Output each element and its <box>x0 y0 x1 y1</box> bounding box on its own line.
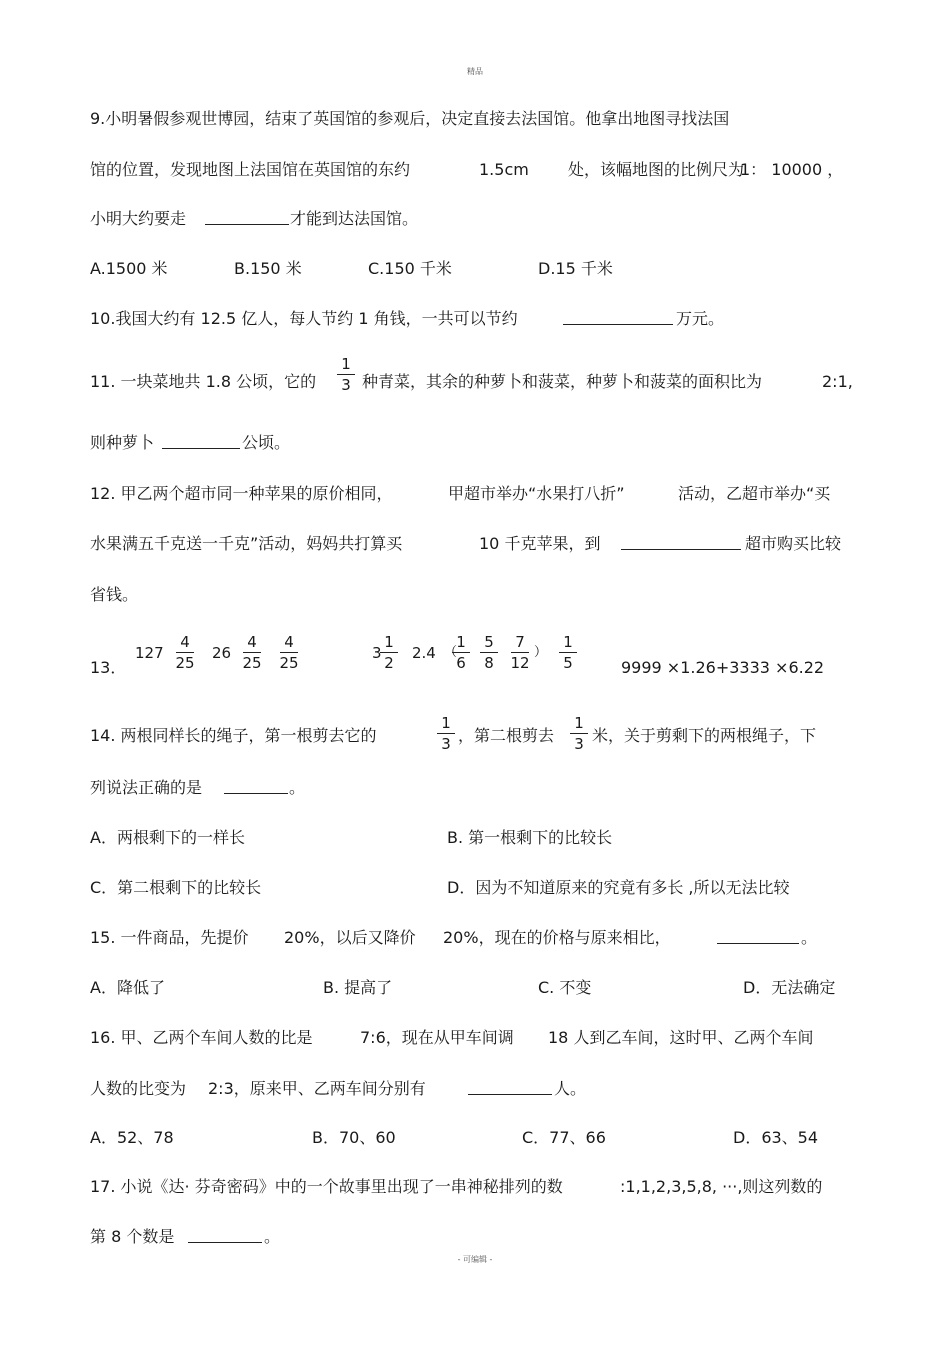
fraction-bar <box>570 733 588 734</box>
q13-fraction-7 <box>508 633 532 672</box>
q13-fraction-4 <box>377 633 401 672</box>
denominator: 8 <box>484 654 494 672</box>
q13-expr3: 9999 ×1.26+3333 ×6.22 <box>621 658 825 677</box>
q16-answer-blank[interactable] <box>468 1078 552 1101</box>
numerator: 4 <box>247 633 257 651</box>
q16-option-c[interactable]: C．77、66 <box>522 1128 606 1147</box>
q14-text-a: 14. 两根同样长的绳子，第一根剪去它的 <box>90 726 377 745</box>
q12-line1-a: 12. 甲乙两个超市同一种苹果的原价相同， <box>90 484 393 503</box>
q15-text-a: 15. 一件商品，先提价 <box>90 928 249 947</box>
q16-option-d[interactable]: D．63、54 <box>733 1128 819 1147</box>
q14-text-c: 米，关于剪剩下的两根绳子，下 <box>592 726 817 745</box>
q14-text-b: ，第二根剪去 <box>458 726 555 745</box>
denominator: 12 <box>510 654 530 672</box>
q13-expr1-b: 26 <box>212 644 232 662</box>
q13-fraction-6 <box>477 633 501 672</box>
denominator: 6 <box>456 654 466 672</box>
q13-fraction-5 <box>449 633 473 672</box>
q11-text-b: 种青菜，其余的种萝卜和菠菜，种萝卜和菠菜的面积比为 <box>362 372 763 391</box>
numerator: 4 <box>180 633 190 651</box>
denominator: 3 <box>441 735 451 753</box>
numerator: 5 <box>484 633 494 651</box>
q11-text-c: 2:1, <box>822 372 853 391</box>
numerator: 4 <box>284 633 294 651</box>
q11-fraction-denominator: 3 <box>341 376 351 394</box>
numerator: 1 <box>384 633 394 651</box>
q13-expr2-b: 2.4 <box>412 644 436 662</box>
q15-option-c[interactable]: C. 不变 <box>538 978 592 997</box>
q16-text-b: 7:6，现在从甲车间调 <box>360 1028 514 1047</box>
q16-line2-c: 人。 <box>554 1079 587 1098</box>
fraction-bar <box>243 652 261 653</box>
denominator: 5 <box>563 654 573 672</box>
denominator: 3 <box>574 735 584 753</box>
q11-line2-a: 则种萝卜 <box>90 433 155 452</box>
q11-fraction <box>334 355 358 394</box>
q16-option-b[interactable]: B．70、60 <box>312 1128 396 1147</box>
q15-text-c: 20%，现在的价格与原来相比， <box>443 928 671 947</box>
q11-fraction-numerator: 1 <box>341 355 351 373</box>
q13-expr1-a: 127 <box>135 644 164 662</box>
q16-text-c: 18 人到乙车间，这时甲、乙两个车间 <box>548 1028 814 1047</box>
q15-option-a[interactable]: A．降低了 <box>90 978 165 997</box>
denominator: 25 <box>242 654 262 672</box>
fraction-bar <box>511 652 529 653</box>
q16-option-a[interactable]: A．52、78 <box>90 1128 174 1147</box>
q17-line2-a: 第 8 个数是 <box>90 1227 175 1246</box>
q14-answer-blank[interactable] <box>224 777 288 800</box>
q9-option-d[interactable]: D.15 千米 <box>538 259 613 278</box>
q15-option-d[interactable]: D．无法确定 <box>743 978 836 997</box>
q14-fraction-2 <box>567 714 591 753</box>
q13-fraction-3 <box>277 633 301 672</box>
q14-option-b[interactable]: B. 第一根剩下的比较长 <box>447 828 613 847</box>
q14-fraction-1 <box>434 714 458 753</box>
q17-line2-b: 。 <box>264 1227 281 1246</box>
denominator: 2 <box>384 654 394 672</box>
q9-option-b[interactable]: B.150 米 <box>234 259 302 278</box>
q9-line2-b: 1.5cm <box>479 160 529 179</box>
q14-option-c[interactable]: C．第二根剩下的比较长 <box>90 878 262 897</box>
q13-fraction-1 <box>173 633 197 672</box>
q15-answer-blank[interactable] <box>717 927 799 950</box>
fraction-bar <box>380 652 398 653</box>
q12-line1-c: 活动，乙超市举办“买 <box>678 484 831 503</box>
q13-expr2-paren-open: （ <box>444 645 458 660</box>
q16-text-a: 16. 甲、乙两个车间人数的比是 <box>90 1028 313 1047</box>
q9-line3-a: 小明大约要走 <box>90 209 187 228</box>
numerator: 1 <box>574 714 584 732</box>
q9-line2-a: 馆的位置，发现地图上法国馆在英国馆的东约 <box>90 160 411 179</box>
fraction-bar <box>452 652 470 653</box>
q14-line2-b: 。 <box>289 778 306 797</box>
q17-text-a: 17. 小说《达· 芬奇密码》中的一个故事里出现了一串神秘排列的数 <box>90 1177 563 1196</box>
q9-line2-c: 处，该幅地图的比例尺为 <box>568 160 745 179</box>
q14-line2-a: 列说法正确的是 <box>90 778 203 797</box>
q9-line3-b: 才能到达法国馆。 <box>290 209 419 228</box>
q11-text-a: 11. 一块菜地共 1.8 公顷，它的 <box>90 372 317 391</box>
fraction-bar <box>559 652 577 653</box>
q15-text-b: 20%，以后又降价 <box>284 928 416 947</box>
fraction-bar <box>480 652 498 653</box>
q9-answer-blank[interactable] <box>205 208 289 231</box>
q9-line1: 9.小明暑假参观世博园，结束了英国馆的参观后，决定直接去法国馆。他拿出地图寻找法国 <box>90 109 730 128</box>
q13-expr2-a: 3 <box>372 644 382 662</box>
numerator: 1 <box>441 714 451 732</box>
fraction-bar <box>176 652 194 653</box>
q10-text-a: 10.我国大约有 12.5 亿人，每人节约 1 角钱，一共可以节约 <box>90 309 518 328</box>
q12-line3: 省钱。 <box>90 585 139 604</box>
q13-expr2-paren-close: ） <box>534 645 548 660</box>
q13-fraction-2 <box>240 633 264 672</box>
q13-fraction-8 <box>556 633 580 672</box>
q17-text-b: :1,1,2,3,5,8, ···,则这列数的 <box>620 1177 823 1196</box>
fraction-bar <box>280 652 298 653</box>
q11-line2-b: 公顷。 <box>242 433 291 452</box>
numerator: 1 <box>563 633 573 651</box>
q14-option-a[interactable]: A．两根剩下的一样长 <box>90 828 245 847</box>
page-header: 精品 <box>467 67 483 76</box>
numerator: 7 <box>515 633 525 651</box>
q12-line1-b: 甲超市举办“水果打八折” <box>448 484 625 503</box>
q12-line2-b: 10 千克苹果，到 <box>479 534 601 553</box>
q13-label: 13． <box>90 658 127 677</box>
q16-line2-b: 2:3，原来甲、乙两车间分别有 <box>208 1079 426 1098</box>
q17-answer-blank[interactable] <box>188 1226 262 1249</box>
q10-answer-blank[interactable] <box>563 308 673 331</box>
denominator: 25 <box>175 654 195 672</box>
q14-option-d[interactable]: D．因为不知道原来的究竟有多长 ,所以无法比较 <box>447 878 790 897</box>
numerator: 1 <box>456 633 466 651</box>
q9-line2-d: 1： 10000 ， <box>740 160 844 179</box>
q11-answer-blank[interactable] <box>162 432 240 455</box>
q15-text-d: 。 <box>801 928 818 947</box>
denominator: 25 <box>279 654 299 672</box>
q15-option-b[interactable]: B. 提高了 <box>323 978 393 997</box>
q12-answer-blank[interactable] <box>621 533 741 556</box>
q12-line2-c: 超市购买比较 <box>745 534 842 553</box>
q9-option-a[interactable]: A.1500 米 <box>90 259 168 278</box>
q16-line2-a: 人数的比变为 <box>90 1079 187 1098</box>
page-footer: - 可编辑 - <box>457 1255 493 1264</box>
q10-text-b: 万元。 <box>676 309 725 328</box>
fraction-bar <box>437 733 455 734</box>
q9-option-c[interactable]: C.150 千米 <box>368 259 452 278</box>
fraction-bar <box>337 374 355 375</box>
q12-line2-a: 水果满五千克送一千克”活动，妈妈共打算买 <box>90 534 403 553</box>
